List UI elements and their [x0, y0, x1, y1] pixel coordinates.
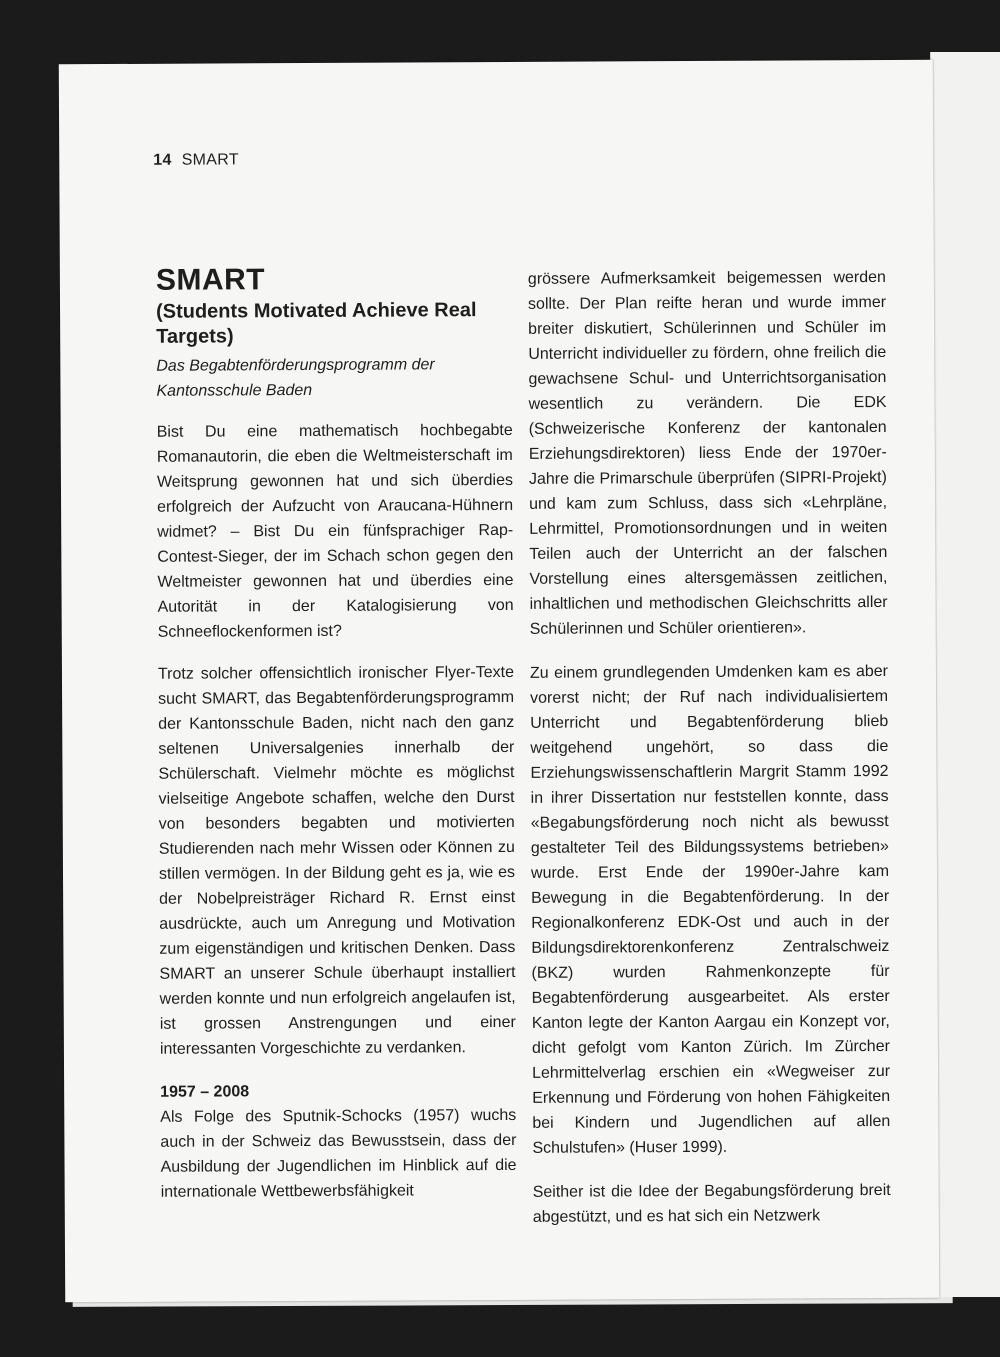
paragraph: Trotz solcher offensichtlich ironischer Flyer-Texte sucht SMART, das Begabtenförderungsprogramm der Kantonsschule Baden, nicht nach den ganz seltenen Universalgenies innerhalb der Schülerschaft. Vielmehr möchte es möglichst vielseitige Angebote schaffen, welche den Durst von besonders begabten und motivierten Studierenden nach mehr Wissen oder Können zu stillen vermögen. In der Bildung geht es ja, wie es der Nobelpreisträger Richard R. Ernst einst ausdrückte, auch um Anregung und Motivation zum eigenständigen und kritischen Denken. Dass SMART an unserer Schule überhaupt installiert werden konnte und nun erfolgreich angelaufen ist, ist grossen Anstrengungen und einer interessanten Vorgeschichte zu verdanken. — [157, 663, 516, 1058]
article-title: SMART — [155, 263, 266, 297]
right-column — [528, 265, 891, 1249]
left-column — [156, 262, 517, 1222]
page-number: 14 — [153, 151, 172, 169]
article-subtitle: (Students Motivated Achieve Real Targets) — [156, 299, 477, 348]
paragraph: Bist Du eine mathematisch hochbegabte Romanautorin, die eben die Weltmeisterschaft im Weitsprung gewonnen hat und sich überdies erfolgreich der Aufzucht von Araucana-Hühnern widmet? – Bist Du ein fünfsprachiger Rap-Contest-Sieger, der im Schach schon gegen den Weltmeister gewonnen hat und überdies eine Autorität in der Katalogisierung von Schneeflockenformen ist? — [156, 421, 514, 641]
paragraph: Zu einem grundlegenden Umdenken kam es aber vorerst nicht; der Ruf nach individualisiertem Unterricht und Begabtenförderung blieb weitgehend ungehört, so dass die Erziehungswissenschaftlerin Margrit Stamm 1992 in ihrer Dissertation nur feststellen konnte, dass «Begabungsförderung noch nicht als bewusst gestalteter Teil des Bildungssystems betrieben» wurde. Erst Ende der 1990er-Jahre kam Bewegung in die Begabtenförderung. In der Regionalkonferenz EDK-Ost und auch in der Bildungsdirektorenkonferenz Zentralschweiz (BKZ) wurden Rahmenkonzepte für Begabtenförderung ausgearbeitet. Als erster Kanton legte der Kanton Aargau ein Konzept vor, dicht gefolgt vom Kanton Zürich. Im Zürcher Lehrmittelverlag erschien ein «Wegweiser zur Erkennung und Förderung von hohen Fähigkeiten bei Kindern und Jugendlichen auf allen Schulstufen» (Huser 1999). — [529, 662, 891, 1157]
book-page — [59, 60, 939, 1303]
paragraph: grössere Aufmerksamkeit beigemessen werden sollte. Der Plan reifte heran und wurde immer breiter diskutiert, Schülerinnen und Schüler im Unterricht individueller zu fördern, ohne freilich die gewachsene Schul- und Unterrichtsorganisation wesentlich zu verändern. Die EDK (Schweizerische Konferenz der kantonalen Erziehungsdirektoren) liess Ende der 1970er-Jahre die Primarschule überprüfen (SIPRI-Projekt) und kam zum Schluss, dass sich «Lehrpläne, Lehrmittel, Promotionsordnungen und in weiten Teilen auch der Unterricht an der falschen Vorstellung eines altersgemässen zeitlichen, inhaltlichen und methodischen Gleichschritts aller Schülerinnen und Schüler orientieren». — [527, 268, 888, 638]
article-tagline: Das Begabtenförderungsprogramm der Kantonsschule Baden — [156, 356, 435, 400]
paragraph: Als Folge des Sputnik-Schocks (1957) wuchs auch in der Schweiz das Bewusstsein, dass der Ausbildung der Jugendlichen im Hinblick auf die internationale Wettbewerbsfähigkeit — [160, 1106, 517, 1201]
running-header — [153, 151, 239, 169]
facing-page-edge — [930, 52, 1000, 1297]
paragraph: Seither ist die Idee der Begabungsförderung breit abgestützt, und es hat sich ein Netzwerk — [532, 1181, 891, 1226]
section-heading: 1957 – 2008 — [160, 1083, 250, 1101]
running-title: SMART — [181, 151, 239, 169]
